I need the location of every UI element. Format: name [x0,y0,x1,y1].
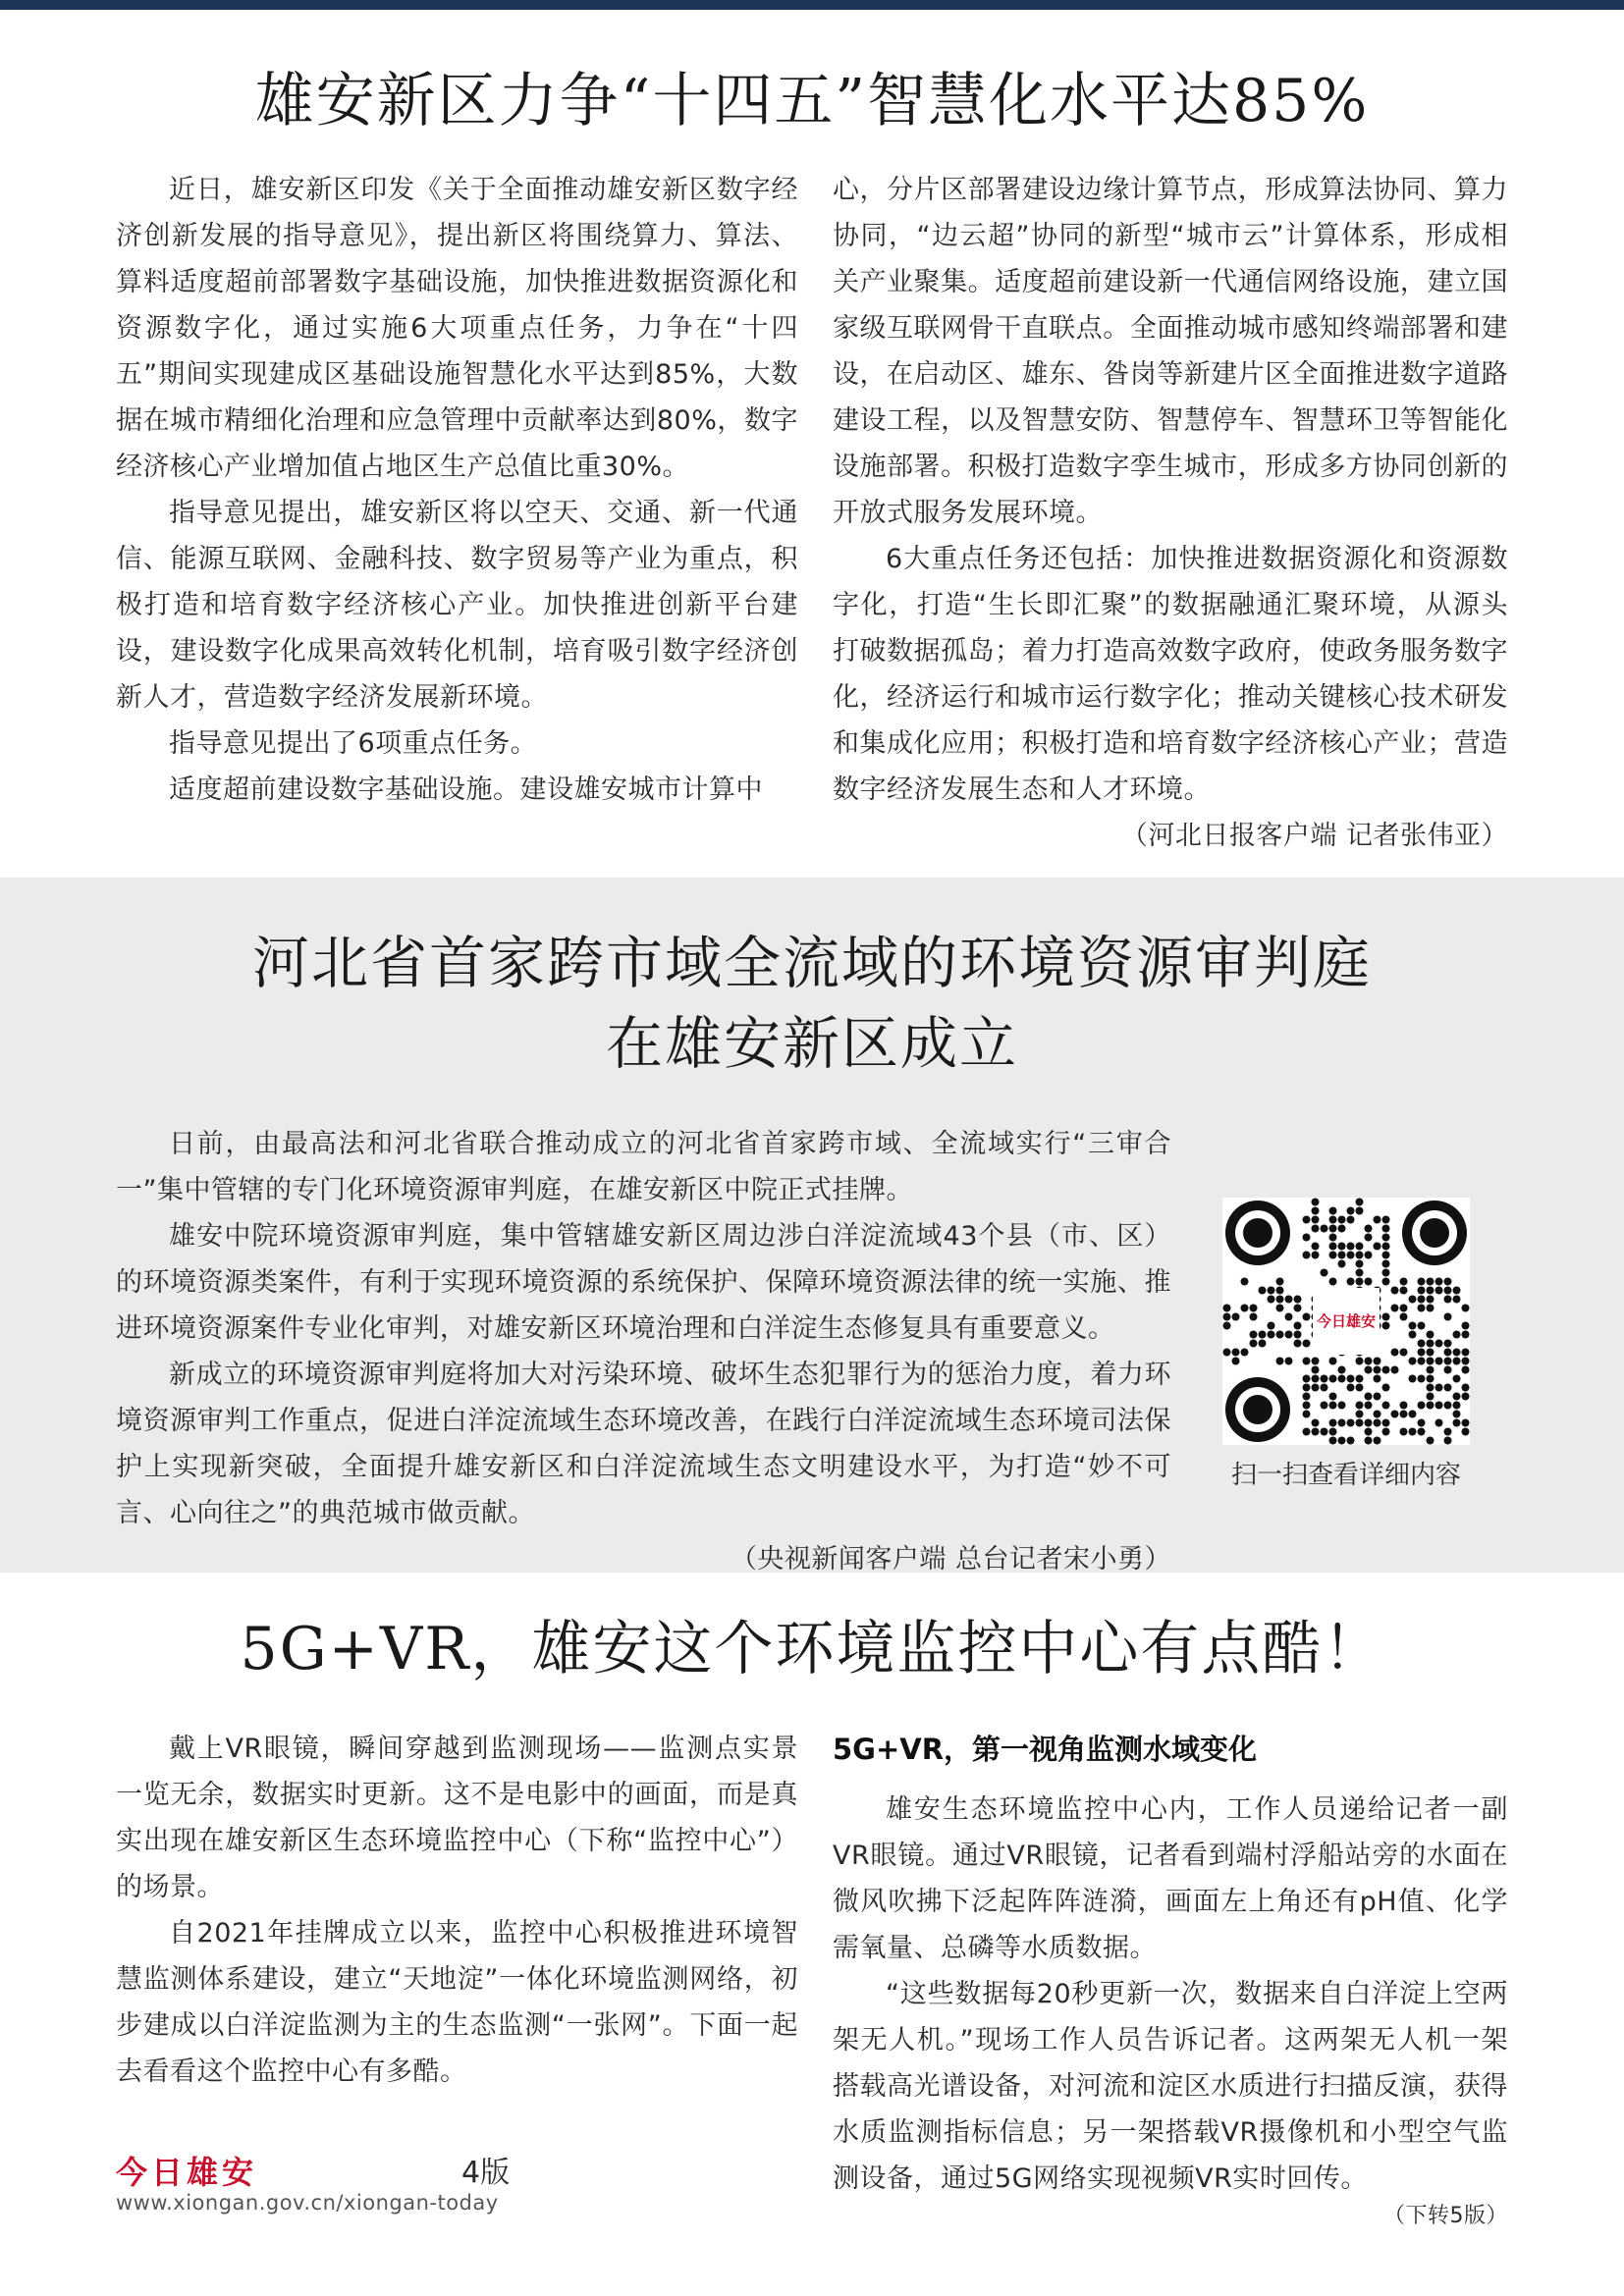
qr-module [1303,1402,1311,1410]
qr-module [1374,1366,1381,1374]
qr-module [1374,1419,1381,1427]
article1-credit: （河北日报客户端 记者张伟亚） [1120,821,1508,851]
qr-module [1462,1419,1470,1427]
qr-module [1268,1322,1275,1330]
qr-module [1444,1296,1452,1304]
qr-module [1391,1366,1399,1374]
qr-module [1418,1349,1426,1357]
qr-module [1294,1322,1302,1330]
qr-module [1303,1411,1311,1418]
article3-right-paragraph: “这些数据每20秒更新一次，数据来自白洋淀上空两架无人机。”现场工作人员告诉记者。这两架无人机一架搭载高光谱设备，对河流和淀区水质进行扫描反演，获得水质监测指标信息；另一架搭载VR摄像机和小型空气监测设备，通过5G网络实现视频VR实时回传。 [833,1979,1508,2194]
qr-module [1365,1252,1373,1259]
qr-module [1223,1322,1231,1330]
qr-module [1382,1252,1390,1259]
qr-module [1435,1287,1443,1295]
qr-module [1418,1428,1426,1436]
article3-continued: （下转5版） [1383,2204,1508,2228]
qr-module [1303,1216,1311,1224]
qr-module [1329,1278,1337,1286]
qr-module [1400,1305,1408,1312]
qr-module [1347,1252,1355,1259]
qr-module [1382,1419,1390,1427]
qr-module [1462,1322,1470,1330]
qr-module [1382,1322,1390,1330]
article2-title-line1: 河北省首家跨市域全流域的环境资源审判庭 [251,930,1372,996]
qr-module [1241,1349,1249,1357]
qr-module [1462,1305,1470,1312]
qr-module [1303,1252,1311,1259]
qr-module [1453,1393,1461,1401]
qr-module [1435,1278,1443,1286]
qr-module [1365,1234,1373,1242]
qr-module [1427,1375,1435,1383]
qr-module [1312,1216,1320,1224]
qr-module [1435,1358,1443,1365]
qr-module [1329,1225,1337,1233]
qr-module [1329,1419,1337,1427]
qr-module [1409,1322,1417,1330]
qr-module [1444,1384,1452,1392]
qr-module [1338,1437,1346,1445]
qr-module [1444,1437,1452,1445]
qr-module [1374,1358,1381,1365]
qr-code[interactable] [1222,1198,1470,1445]
qr-module [1427,1278,1435,1286]
page-number: 4版 [461,2156,511,2190]
qr-module [1409,1331,1417,1339]
qr-module [1356,1384,1364,1392]
qr-module [1427,1296,1435,1304]
qr-module [1418,1322,1426,1330]
qr-module [1321,1384,1328,1392]
qr-module [1303,1375,1311,1383]
qr-module [1250,1313,1258,1321]
qr-module [1374,1375,1381,1383]
qr-module [1356,1252,1364,1259]
qr-module [1365,1366,1373,1374]
qr-module [1312,1375,1320,1383]
article1-left-column [116,167,798,813]
top-bar [0,0,1624,10]
qr-module [1365,1419,1373,1427]
qr-module [1418,1296,1426,1304]
qr-module [1312,1252,1320,1259]
qr-module [1259,1287,1267,1295]
qr-module [1356,1199,1364,1206]
qr-module [1356,1207,1364,1215]
qr-module [1382,1278,1390,1286]
qr-module [1453,1287,1461,1295]
qr-module [1338,1216,1346,1224]
qr-module [1418,1358,1426,1365]
qr-module [1453,1331,1461,1339]
qr-module [1418,1340,1426,1348]
qr-module [1329,1437,1337,1445]
qr-module [1453,1419,1461,1427]
article2-paragraph: 新成立的环境资源审判庭将加大对污染环境、破坏生态犯罪行为的惩治力度，着力环境资源审判工作重点，促进白洋淀流域生态环境改善，在践行白洋淀流域生态环境司法保护上实现新突破，全面提升雄安新区和白洋淀流域生态文明建设水平，为打造“妙不可言、心向往之”的典范城市做贡献。 [116,1360,1171,1528]
qr-module [1409,1411,1417,1418]
qr-module [1329,1393,1337,1401]
qr-module [1400,1411,1408,1418]
article3-right-paragraph: 雄安生态环境监控中心内，工作人员递给记者一副VR眼镜。通过VR眼镜，记者看到端村浮船站旁的水面在微风吹拂下泛起阵阵涟漪，画面左上角还有pH值、化学需氧量、总磷等水质数据。 [833,1794,1508,1963]
qr-module [1312,1199,1320,1206]
qr-module [1444,1402,1452,1410]
qr-module [1356,1411,1364,1418]
qr-module [1338,1225,1346,1233]
qr-module [1347,1437,1355,1445]
qr-module [1453,1349,1461,1357]
qr-module [1338,1243,1346,1251]
qr-module [1276,1296,1284,1304]
qr-module [1321,1269,1328,1277]
qr-module [1365,1428,1373,1436]
qr-module [1400,1278,1408,1286]
qr-module [1276,1305,1284,1312]
qr-module [1356,1278,1364,1286]
qr-module [1382,1269,1390,1277]
qr-module [1285,1296,1293,1304]
qr-module [1356,1375,1364,1383]
qr-module [1321,1402,1328,1410]
qr-module [1303,1340,1311,1348]
qr-logo-text: 今日雄安 [1316,1312,1377,1330]
qr-module [1356,1269,1364,1277]
qr-module [1329,1402,1337,1410]
qr-module [1338,1366,1346,1374]
qr-module [1382,1384,1390,1392]
footer-url[interactable]: www.xiongan.gov.cn/xiongan-today [116,2191,499,2215]
qr-module [1329,1358,1337,1365]
article1-left-paragraph: 指导意见提出了6项重点任务。 [169,728,538,759]
qr-module [1232,1358,1240,1365]
qr-module [1312,1225,1320,1233]
qr-module [1418,1375,1426,1383]
qr-module [1427,1366,1435,1374]
qr-module [1462,1366,1470,1374]
qr-module [1356,1243,1364,1251]
qr-module [1444,1428,1452,1436]
qr-module [1347,1243,1355,1251]
qr-module [1268,1331,1275,1339]
qr-module [1382,1225,1390,1233]
qr-module [1382,1428,1390,1436]
qr-module [1329,1234,1337,1242]
qr-module [1391,1349,1399,1357]
qr-module [1268,1287,1275,1295]
qr-module [1365,1358,1373,1365]
qr-module [1382,1402,1390,1410]
qr-module [1453,1375,1461,1383]
qr-module [1427,1349,1435,1357]
qr-module [1391,1411,1399,1418]
qr-module [1329,1216,1337,1224]
qr-module [1400,1428,1408,1436]
article2-credit: （央视新闻客户端 总台记者宋小勇） [730,1544,1171,1575]
qr-module [1462,1358,1470,1365]
qr-module [1418,1305,1426,1312]
qr-module [1232,1349,1240,1357]
qr-module [1444,1366,1452,1374]
qr-module [1427,1402,1435,1410]
qr-module [1223,1349,1231,1357]
qr-module [1294,1340,1302,1348]
qr-module [1338,1260,1346,1268]
qr-module [1409,1428,1417,1436]
qr-module [1444,1358,1452,1365]
qr-module [1427,1287,1435,1295]
qr-module [1329,1375,1337,1383]
article3-left-column [116,1726,798,2095]
qr-module [1329,1252,1337,1259]
qr-module [1382,1260,1390,1268]
qr-module [1321,1375,1328,1383]
qr-module [1427,1437,1435,1445]
qr-module [1356,1260,1364,1268]
qr-module [1435,1402,1443,1410]
qr-module [1382,1234,1390,1242]
qr-module [1453,1402,1461,1410]
qr-module [1285,1358,1293,1365]
qr-module [1347,1419,1355,1427]
qr-module [1453,1358,1461,1365]
article3-left-paragraph: 戴上VR眼镜，瞬间穿越到监测现场——监测点实景一览无余，数据实时更新。这不是电影中的画面，而是真实出现在雄安新区生态环境监控中心（下称“监控中心”）的场景。 [116,1734,798,1902]
qr-module [1453,1296,1461,1304]
qr-module [1259,1340,1267,1348]
qr-module [1382,1216,1390,1224]
qr-module [1312,1384,1320,1392]
qr-module [1462,1384,1470,1392]
qr-module [1400,1287,1408,1295]
qr-module [1391,1287,1399,1295]
article3-title: 5G+VR，雄安这个环境监控中心有点酷！ [240,1615,1384,1683]
article3-left-paragraph: 自2021年挂牌成立以来，监控中心积极推进环境智慧监测体系建设，建立“天地淀”一体化环境监测网络，初步建成以白洋淀监测为主的生态监测“一张网”。下面一起去看看这个监控中心有多酷。 [116,1918,798,2087]
article1-left-paragraph: 近日，雄安新区印发《关于全面推动雄安新区数字经济创新发展的指导意见》，提出新区将围绕算力、算法、算料适度超前部署数字基础设施，加快推进数据资源化和资源数字化，通过实施6大项重点任务，力争在“十四五”期间实现建成区基础设施智慧化水平达到85%，大数据在城市精细化治理和应急管理中贡献率达到80%，数字经济核心产业增加值占地区生产总值比重30%。 [116,175,798,482]
article1-title: 雄安新区力争“十四五”智慧化水平达85% [254,67,1370,135]
qr-module [1294,1331,1302,1339]
qr-module [1347,1375,1355,1383]
qr-module [1435,1340,1443,1348]
qr-module [1418,1402,1426,1410]
qr-module [1285,1331,1293,1339]
qr-module [1329,1428,1337,1436]
qr-module [1338,1375,1346,1383]
qr-module [1418,1287,1426,1295]
qr-module [1427,1305,1435,1312]
qr-module [1294,1296,1302,1304]
qr-module [1347,1278,1355,1286]
qr-module [1444,1278,1452,1286]
qr-module [1294,1305,1302,1312]
qr-module [1312,1419,1320,1427]
qr-module [1427,1393,1435,1401]
qr-module [1250,1305,1258,1312]
qr-module [1356,1419,1364,1427]
qr-module [1321,1428,1328,1436]
qr-module [1365,1393,1373,1401]
qr-module [1312,1207,1320,1215]
article3-right-column [833,1730,1508,2231]
qr-module [1391,1305,1399,1312]
qr-module [1321,1225,1328,1233]
qr-module [1303,1358,1311,1365]
qr-module [1365,1225,1373,1233]
qr-module [1462,1428,1470,1436]
qr-module [1232,1313,1240,1321]
article1-right-continuation: 心，分片区部署建设边缘计算节点，形成算法协同、算力协同，“边云超”协同的新型“城市云”计算体系，形成相关产业聚集。适度超前建设新一代通信网络设施，建立国家级互联网骨干直联点。全面推动城市感知终端部署和建设，在启动区、雄东、昝岗等新建片区全面推进数字道路建设工程，以及智慧安防、智慧停车、智慧环卫等智能化设施部署。积极打造数字孪生城市，形成多方协同创新的开放式服务发展环境。 [833,175,1508,528]
qr-module [1276,1287,1284,1295]
article1-left-paragraph: 适度超前建设数字基础设施。建设雄安城市计算中 [169,774,763,805]
article2-paragraph: 日前，由最高法和河北省联合推动成立的河北省首家跨市域、全流域实行“三审合一”集中管辖的专门化环境资源审判庭，在雄安新区中院正式挂牌。 [116,1129,1171,1205]
qr-module [1338,1419,1346,1427]
qr-module [1329,1243,1337,1251]
qr-module [1276,1358,1284,1365]
qr-module [1303,1384,1311,1392]
qr-module [1427,1384,1435,1392]
qr-module [1365,1278,1373,1286]
footer-logo: 今日雄安 [116,2154,258,2191]
qr-module [1285,1313,1293,1321]
qr-module [1427,1331,1435,1339]
article2-title-line2: 在雄安新区成立 [605,1010,1018,1077]
qr-module [1276,1331,1284,1339]
qr-module [1453,1411,1461,1418]
qr-module [1418,1419,1426,1427]
qr-module [1444,1349,1452,1357]
qr-module [1365,1437,1373,1445]
article1-right-paragraph: 6大重点任务还包括：加快推进数据资源化和资源数字化，打造“生长即汇聚”的数据融通汇聚环境，从源头打破数据孤岛；着力打造高效数字政府，使政务服务数字化，经济运行和城市运行数字化；推动关键核心技术研发和集成化应用；积极打造和培育数字经济核心产业；营造数字经济发展生态和人才环境。 [833,544,1508,805]
qr-module [1374,1216,1381,1224]
qr-module [1312,1243,1320,1251]
article2-body [116,1121,1171,1582]
qr-module [1303,1234,1311,1242]
qr-module [1409,1296,1417,1304]
qr-module [1374,1243,1381,1251]
qr-module [1382,1366,1390,1374]
qr-module [1374,1437,1381,1445]
qr-module [1312,1358,1320,1365]
qr-module [1347,1207,1355,1215]
qr-code-image [1222,1198,1470,1445]
qr-module [1374,1393,1381,1401]
qr-module [1462,1393,1470,1401]
qr-module [1268,1296,1275,1304]
qr-module [1409,1375,1417,1383]
qr-module [1347,1384,1355,1392]
qr-module [1303,1428,1311,1436]
qr-module [1303,1393,1311,1401]
qr-module [1223,1313,1231,1321]
qr-module [1276,1278,1284,1286]
qr-module [1444,1313,1452,1321]
qr-module [1400,1349,1408,1357]
qr-module [1444,1340,1452,1348]
article1-right-column [833,167,1508,859]
qr-module [1250,1340,1258,1348]
qr-module [1382,1243,1390,1251]
qr-module [1435,1384,1443,1392]
qr-module [1400,1402,1408,1410]
qr-module [1374,1411,1381,1418]
qr-module [1338,1252,1346,1259]
qr-module [1356,1358,1364,1365]
qr-module [1435,1419,1443,1427]
article3-subhead: 5G+VR，第一视角监测水域变化 [833,1733,1258,1766]
qr-caption: 扫一扫查看详细内容 [1230,1461,1461,1490]
qr-module [1400,1313,1408,1321]
qr-module [1223,1305,1231,1312]
qr-module [1427,1340,1435,1348]
qr-module [1241,1278,1249,1286]
qr-module [1418,1278,1426,1286]
qr-module [1409,1358,1417,1365]
qr-module [1312,1428,1320,1436]
qr-module [1382,1313,1390,1321]
qr-module [1329,1207,1337,1215]
qr-module [1241,1305,1249,1312]
qr-module [1462,1331,1470,1339]
qr-module [1462,1349,1470,1357]
qr-module [1427,1358,1435,1365]
qr-module [1338,1402,1346,1410]
qr-module [1312,1366,1320,1374]
qr-module [1444,1287,1452,1295]
qr-module [1365,1402,1373,1410]
qr-module [1303,1313,1311,1321]
article1-left-paragraph: 指导意见提出，雄安新区将以空天、交通、新一代通信、能源互联网、金融科技、数字贸易等产业为重点，积极打造和培育数字经济核心产业。加快推进创新平台建设，建设数字化成果高效转化机制，培育吸引数字经济创新人才，营造数字经济发展新环境。 [116,498,798,713]
qr-module [1259,1331,1267,1339]
qr-module [1250,1331,1258,1339]
article2-paragraph: 雄安中院环境资源审判庭，集中管辖雄安新区周边涉白洋淀流域43个县（市、区）的环境资源类案件，有利于实现环境资源的系统保护、保障环境资源法律的统一实施、推进环境资源案件专业化审判，对雄安新区环境治理和白洋淀生态修复具有重要意义。 [116,1221,1171,1344]
qr-module [1356,1402,1364,1410]
qr-module [1347,1216,1355,1224]
